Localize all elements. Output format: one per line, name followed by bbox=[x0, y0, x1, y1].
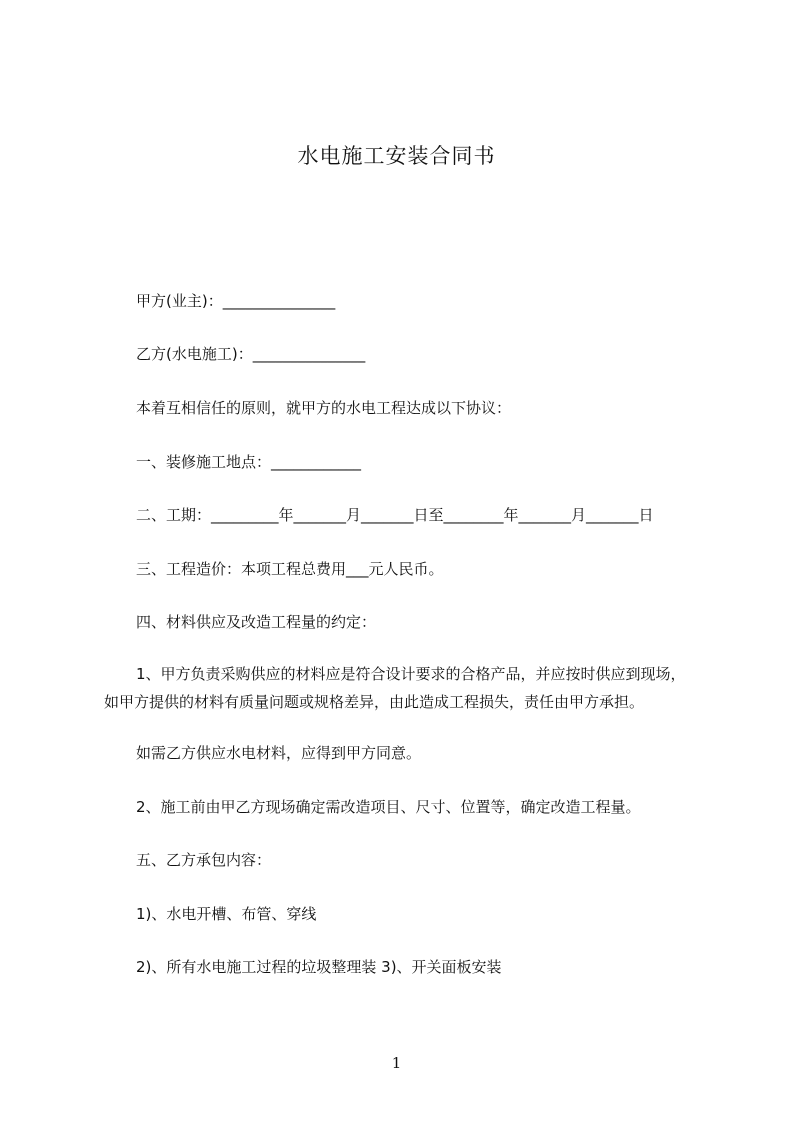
section-materials-heading: 四、材料供应及改造工程量的约定： bbox=[136, 613, 377, 631]
clause-1-paragraph bbox=[104, 660, 704, 716]
section-cost: 三、工程造价：本项工程总费用___元人民币。 bbox=[136, 560, 444, 578]
party-a-line: 甲方(业主)：_______________ bbox=[136, 292, 336, 310]
clause-2: 2、施工前由甲乙方现场确定需改造项目、尺寸、位置等，确定改造工程量。 bbox=[136, 798, 641, 816]
section-scope-heading: 五、乙方承包内容： bbox=[136, 851, 272, 869]
scope-item-2: 2)、所有水电施工过程的垃圾整理装 3)、开关面板安装 bbox=[136, 958, 502, 976]
page-number: 1 bbox=[391, 1054, 402, 1072]
party-b-line: 乙方(水电施工)：_______________ bbox=[136, 345, 366, 363]
scope-item-1: 1)、水电开槽、布管、穿线 bbox=[136, 905, 317, 923]
document-title: 水电施工安装合同书 bbox=[297, 144, 496, 168]
section-location: 一、装修施工地点：____________ bbox=[136, 453, 362, 471]
intro-paragraph: 本着互相信任的原则，就甲方的水电工程达成以下协议： bbox=[136, 399, 512, 417]
clause-1-line-2: 如甲方提供的材料有质量问题或规格差异，由此造成工程损失，责任由甲方承担。 bbox=[104, 693, 645, 711]
section-duration: 二、工期：_________年_______月_______日至________年_______月_______日 bbox=[136, 506, 654, 524]
clause-1-extra: 如需乙方供应水电材料，应得到甲方同意。 bbox=[136, 744, 422, 762]
clause-1-line-1: 1、甲方负责采购供应的材料应是符合设计要求的合格产品，并应按时供应到现场， bbox=[136, 665, 686, 683]
